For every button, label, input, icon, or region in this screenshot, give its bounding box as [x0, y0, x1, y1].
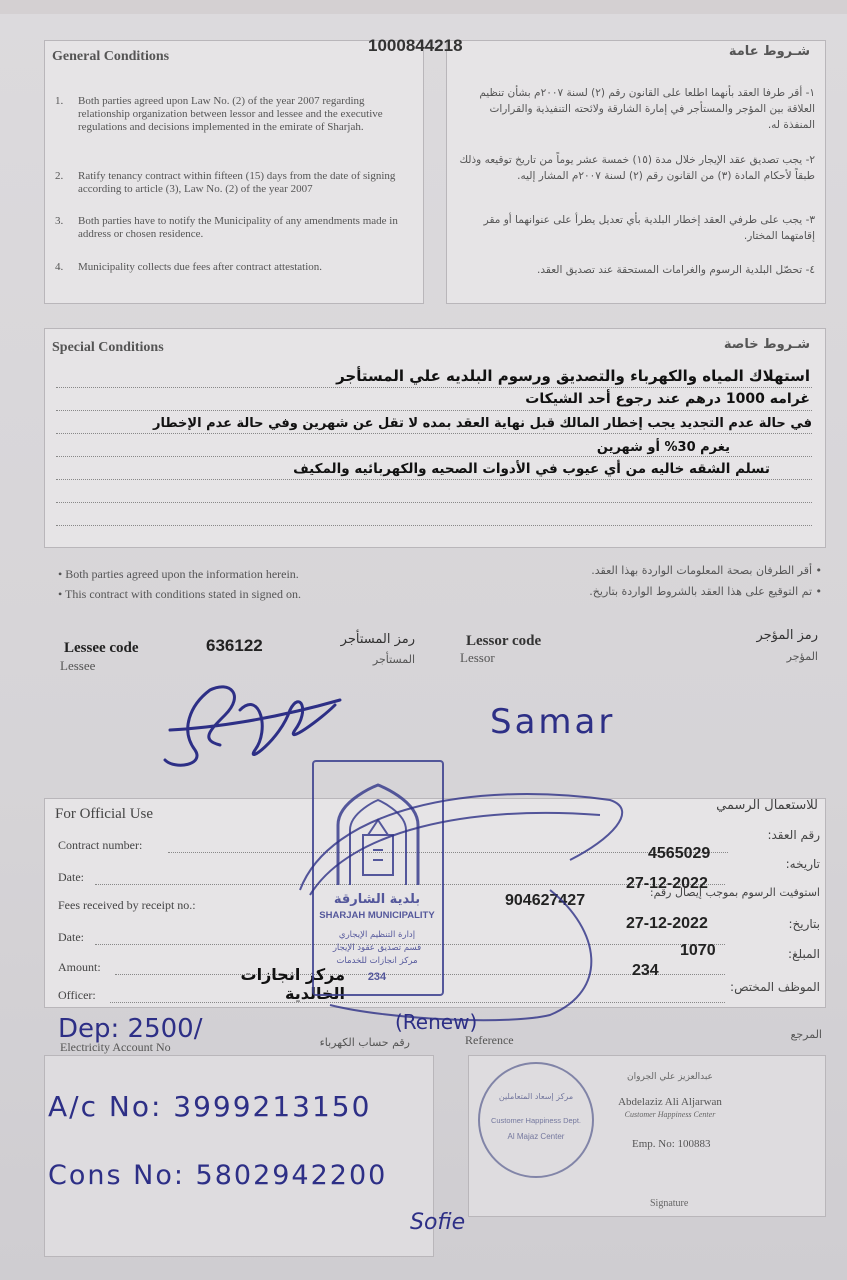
- elec-role-en: Customer Happiness Center: [624, 1110, 716, 1119]
- official-contract-number: 4565029: [648, 845, 711, 862]
- receipt-number: 904627427: [505, 892, 586, 909]
- elec-round-stamp: [478, 1062, 594, 1178]
- official-use-title-ar: للاستعمال الرسمي: [716, 798, 818, 813]
- lessor-code-label: Lessor code: [466, 633, 542, 649]
- special-conditions-title: Special Conditions: [52, 340, 164, 355]
- cond-en-3: Both parties have to notify the Municipality of any amendments made in address or chosen residence.: [78, 215, 398, 240]
- ink-swirl: [270, 770, 650, 1030]
- lessee-label: Lessee: [60, 658, 96, 673]
- elec-name-en: Abdelaziz Ali Aljarwan: [618, 1096, 722, 1108]
- dotted-line: [56, 433, 812, 434]
- agreement-ar-1: • أقر الطرفان بصحة المعلومات الواردة بهذا العقد.: [591, 564, 822, 577]
- date-label: Date:: [58, 870, 84, 884]
- special-line-1: استهلاك المياه والكهرباء والتصديق ورسوم البلديه علي المستأجر: [336, 367, 810, 385]
- special-conditions-title-ar: شـروط خاصة: [723, 337, 810, 352]
- stamp-line2: قسم تصديق عقود الإيجار: [332, 943, 422, 953]
- contract-number-label: Contract number:: [58, 838, 143, 852]
- agreement-ar-2: • تم التوقيع على هذا العقد بالشروط الواردة بتاريخ.: [589, 585, 822, 598]
- deposit-note: Dep: 2500/: [58, 1014, 203, 1044]
- amount-label: Amount:: [58, 960, 101, 974]
- official-use-title: For Official Use: [55, 806, 154, 822]
- electricity-label-ar: رقم حساب الكهرباء: [319, 1036, 410, 1049]
- reference-label: Reference: [465, 1033, 514, 1047]
- dotted-line: [56, 502, 812, 503]
- top-strip: [0, 0, 847, 14]
- special-conditions-box: [44, 328, 826, 548]
- dotted-line: [56, 410, 812, 411]
- cond-ar-2: ٢- يجب تصديق عقد الإيجار خلال مدة (١٥) خمسة عشر يوماً من تاريخ توقيعه وذلك طبقاً لأحكام المادة (٣) من القانون رقم (٢) لسنة ٢٠٠٧م المشار إليه.: [459, 154, 815, 182]
- dotted-line: [56, 525, 812, 526]
- official-date2: 27-12-2022: [626, 915, 708, 932]
- cond-num-2: 2.: [55, 170, 64, 182]
- fees-label: Fees received by receipt no.:: [58, 898, 196, 912]
- stamp-title-ar: بلدية الشارقة: [333, 892, 421, 907]
- special-line-2: غرامه 1000 درهم عند رجوع أحد الشيكات: [525, 391, 810, 407]
- lessor-code-label-ar: رمز المؤجر: [756, 628, 818, 643]
- agreement-en-1: • Both parties agreed upon the information herein.: [58, 567, 299, 581]
- stamp-line3: مركز انجازات للخدمات: [336, 956, 418, 966]
- stamp-line1: إدارة التنظيم الإيجاري: [338, 930, 416, 940]
- lessor-label: Lessor: [460, 650, 495, 665]
- electricity-label: Electricity Account No: [60, 1040, 171, 1054]
- elec-stamp-dept: Customer Happiness Dept.: [490, 1116, 582, 1125]
- general-conditions-title: General Conditions: [52, 49, 170, 64]
- lessor-signature: Samar: [490, 702, 616, 742]
- dotted-line: [56, 456, 812, 457]
- date-label-ar: تاريخه:: [785, 857, 820, 871]
- special-line-4: يغرم 30% أو شهرين: [596, 440, 730, 455]
- dotted-line: [56, 479, 812, 480]
- elec-stamp-role-ar: مركز إسعاد المتعاملين: [498, 1092, 574, 1101]
- officer-label-ar: الموظف المختص:: [730, 980, 820, 994]
- official-amount: 1070: [680, 942, 716, 959]
- lessor-label-ar: المؤجر: [786, 650, 818, 663]
- official-date: 27-12-2022: [626, 875, 708, 892]
- renew-note: (Renew): [395, 1010, 478, 1034]
- elec-stamp-center: Al Majaz Center: [507, 1132, 565, 1141]
- office-name: مركز انجازات الخالدية: [240, 965, 345, 1003]
- stamp-title-en: SHARJAH MUNICIPALITY: [319, 910, 435, 921]
- date2-label: Date:: [58, 930, 84, 944]
- general-conditions-title-ar: شـروط عامة: [728, 44, 810, 59]
- lessee-code-value: 636122: [206, 636, 263, 655]
- cond-num-3: 3.: [55, 215, 64, 227]
- cond-ar-3: ٣- يجب على طرفي العقد إخطار البلدية بأي تعديل يطرأ على عنوانهما أو مقر إقامتهما المختار.: [483, 214, 815, 242]
- account-number-note: A/c No: 3999213150: [48, 1090, 372, 1123]
- cons-number-note: Cons No: 5802942200: [48, 1160, 388, 1191]
- officer-label: Officer:: [58, 988, 96, 1002]
- cond-num-1: 1.: [55, 95, 64, 107]
- cond-en-2: Ratify tenancy contract within fifteen (15) days from the date of signing according to article (3), Law No. (2) of the year 2007: [78, 170, 396, 195]
- fees-label-ar: استوفيت الرسوم بموجب إيصال رقم:: [649, 886, 820, 899]
- special-line-5: تسلم الشقه خاليه من أي عيوب في الأدوات الصحيه والكهربائيه والمكيف: [293, 461, 770, 477]
- special-line-3: في حالة عدم التجديد يجب إخطار المالك قبل نهاية العقد بمده لا تقل عن شهرين وفي حالة عدم الإخطار: [153, 416, 812, 431]
- elec-name-ar: عبدالعزيز علي الجروان: [627, 1072, 713, 1082]
- agreement-en-2: • This contract with conditions stated in signed on.: [58, 587, 301, 601]
- cond-en-1: Both parties agreed upon Law No. (2) of the year 2007 regarding relationship organization between lessor and lessee and the executive regulations and decisions implemented in the emirate of Sharjah.: [78, 95, 383, 133]
- cond-en-4: Municipality collects due fees after contract attestation.: [78, 261, 323, 273]
- signature-label: Signature: [650, 1198, 689, 1209]
- officer-value: 234: [632, 962, 659, 979]
- cond-ar-4: ٤- تحصّل البلدية الرسوم والغرامات المستحقة عند تصديق العقد.: [537, 264, 815, 276]
- lessee-label-ar: المستأجر: [372, 653, 415, 666]
- stamp-num: 234: [367, 971, 387, 983]
- contract-number-label-ar: رقم العقد:: [767, 828, 820, 842]
- reference-label-ar: المرجع: [790, 1028, 822, 1041]
- cond-num-4: 4.: [55, 261, 64, 273]
- elec-emp-no: Emp. No: 100883: [632, 1138, 711, 1150]
- bottom-signature: Sofie: [410, 1210, 466, 1235]
- amount-label-ar: المبلغ:: [788, 947, 820, 961]
- dotted-line: [56, 387, 812, 388]
- electricity-account-box: [44, 1055, 434, 1257]
- date2-label-ar: بتاريخ:: [788, 917, 820, 931]
- cond-ar-1: ١- أقر طرفا العقد بأنهما اطلعا على القانون رقم (٢) لسنة ٢٠٠٧م بشأن تنظيم العلاقة بين المؤجر والمستأجر في إمارة الشارقة ولائحته التنفيذية والقرارات المنفذة له.: [479, 87, 815, 131]
- contract-serial-number: 1000844218: [368, 36, 463, 55]
- lessee-code-label-ar: رمز المستأجر: [340, 632, 415, 647]
- lessee-code-label: Lessee code: [64, 640, 139, 656]
